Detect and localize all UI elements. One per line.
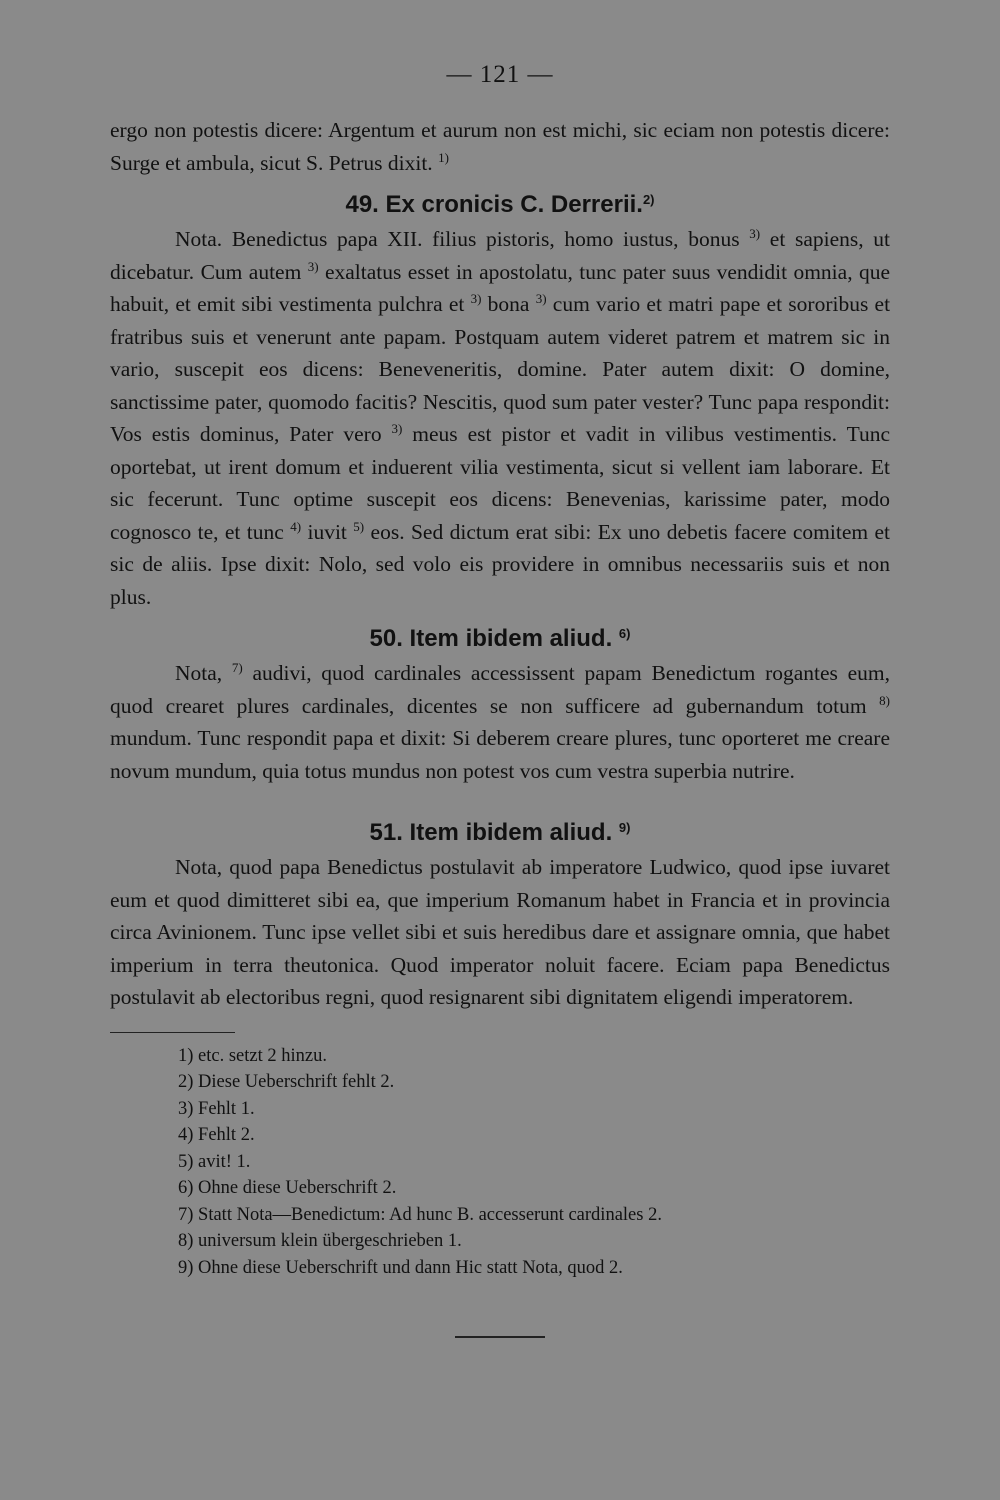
footnote-ref: 1) [438, 149, 449, 165]
paragraph-text: ergo non potestis dicere: Argentum et aurum non est michi, sic eciam non potestis dicere: Surge et ambula, sicut S. Petrus dixit. [110, 118, 890, 175]
footnote-ref: 3) [535, 291, 547, 306]
footnote-2: 2) Diese Ueberschrift fehlt 2. [178, 1072, 395, 1092]
footnote-ref: 5) [353, 518, 365, 534]
footnote-9: 9) Ohne diese Ueberschrift und dann Hic statt Nota, quod 2. [178, 1257, 623, 1278]
footnote-ref: 2) [642, 192, 655, 207]
paragraph-text: Nota. Benedictus papa XII. filius pistoris, homo iustus, bonus [175, 227, 740, 251]
paragraph-text: Nota, quod papa Benedictus postulavit ab imperatore Ludwico, quod ipse iuvaret eum et quod dimitteret sibi ea, que imperium Romanum habet in Francia et in provincia circa Avinionem. Tunc ipse vellet sibi et suis heredibus dare et assignare omnia, que habet imperium in terra theutonica. Quod imperator noluit facere. Eciam papa Benedictus postulavit ab electoribus regni, quod resignarent sibi dignitatem eligendi imperatorem. [110, 855, 890, 1009]
paragraph-section-50 [110, 657, 890, 787]
footnotes [178, 1043, 890, 1282]
footnote-ref: 9) [618, 820, 631, 835]
footnote-5: 5) avit! 1. [178, 1151, 251, 1172]
paragraph-section-51 [110, 851, 890, 1014]
footnote-ref: 3) [307, 258, 319, 274]
footnote-ref: 3) [470, 291, 482, 306]
page-number: — 121 — [446, 61, 554, 88]
section-heading-51 [110, 817, 890, 849]
footnote-ref: 4) [290, 518, 302, 534]
footnote-ref: 3) [749, 226, 761, 241]
footnote-ref: 6) [618, 626, 631, 641]
heading-text: 51. Item ibidem aliud. [369, 819, 613, 846]
footnote-1: 1) etc. setzt 2 hinzu. [178, 1045, 327, 1066]
heading-text: 50. Item ibidem aliud. [369, 625, 613, 652]
footnote-4: 4) Fehlt 2. [178, 1125, 255, 1145]
paragraph-text: et sapiens, ut dicebatur. Cum autem [110, 227, 891, 284]
paragraph-text: exaltatus esset in apostolatu, tunc pater suus vendidit omnia, que habuit, et emit sibi vestimenta pulchra et [110, 259, 891, 316]
heading-text: 49. Ex cronicis C. Derrerii. [345, 191, 643, 218]
footnote-3: 3) Fehlt 1. [178, 1098, 255, 1119]
paragraph-text: cum vario et matri pape et sororibus et fratribus suis et venerunt ante papam. Postquam autem videret patrem et matrem sic in vario, suscepit eos dicens: Beneveneritis, domine. Pater autem dixit: O domine, sanctissime pater, quomodo facitis? Nescitis, quod sum pater vester? Tunc papa respondit: Vos estis dominus, Pater vero [110, 292, 891, 446]
paragraph-text: mundum. Tunc respondit papa et dixit: Si deberem creare plures, tunc oporteret me creare novum mundum, quia totus mundus non potest vos cum vestra superbia nutrire. [110, 726, 890, 783]
footnote-ref: 3) [391, 421, 403, 436]
footnote-ref: 8) [879, 692, 890, 708]
footnote-6: 6) Ohne diese Ueberschrift 2. [178, 1178, 397, 1198]
footnote-7: 7) Statt Nota—Benedictum: Ad hunc B. accesserunt cardinales 2. [178, 1204, 662, 1225]
footnote-separator [110, 1032, 235, 1033]
paragraph-text: bona [487, 292, 530, 316]
paragraph-continuation [110, 114, 890, 179]
paragraph-section-49 [110, 223, 890, 613]
paragraph-text: Nota, [175, 661, 223, 685]
footnote-8: 8) universum klein übergeschrieben 1. [178, 1231, 462, 1251]
paragraph-text: eos. Sed dictum erat sibi: Ex uno debetis facere comitem et sic de aliis. Ipse dixit: Nolo, sed volo eis providere in omnibus necessariis suis et non plus. [110, 519, 891, 609]
end-rule [455, 1336, 545, 1338]
document-page [110, 60, 890, 1460]
section-heading-49 [110, 189, 890, 221]
footnote-ref: 7) [231, 660, 243, 675]
paragraph-text: audivi, quod cardinales accessissent papam Benedictum rogantes eum, quod crearet plures cardinales, dicentes se non sufficere ad gubernandum totum [110, 661, 891, 718]
paragraph-text: iuvit [307, 519, 347, 544]
section-heading-50 [110, 623, 890, 655]
paragraph-text: meus est pistor et vadit in vilibus vestimentis. Tunc oportebat, ut irent domum et induerent vilia vestimenta, sicut si vellent iam laborare. Et sic fecerunt. Tunc optime suscepit eos dicens: Benevenias, karissime pater, modo cognosco te, et tunc [110, 422, 890, 544]
